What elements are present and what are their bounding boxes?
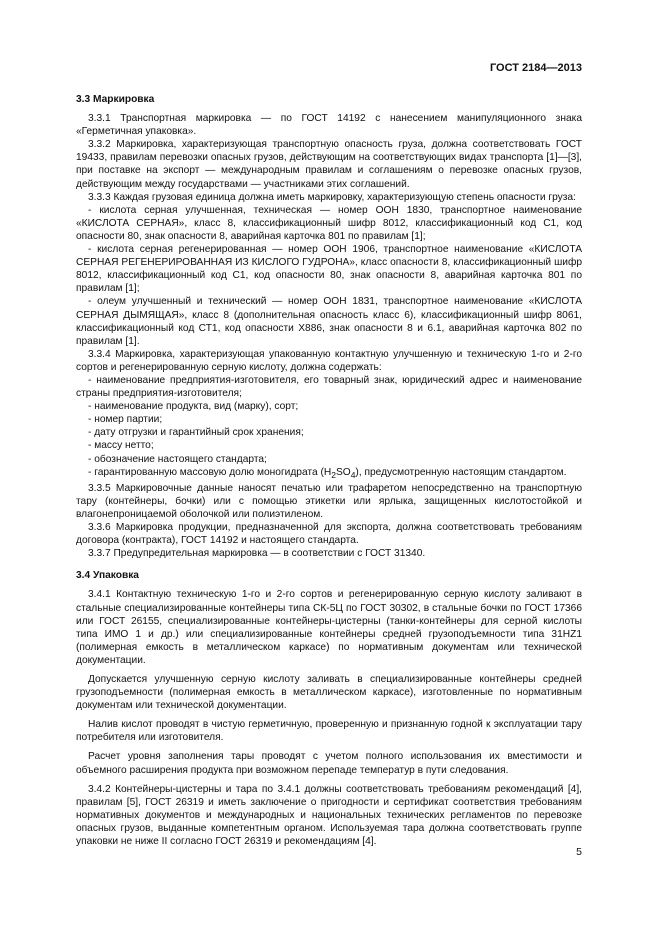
section-heading-3-4: 3.4 Упаковка <box>76 570 139 582</box>
danger-item-sulfuric-acid: - кислота серная улучшенная, техническая — номер ООН 1830, транспортное наименование «КИСЛОТА СЕРНАЯ», класс 8, классификационный шифр 8012, классификационный код С1, код опасности 80, знак опасности 8, аварийная карточка 801 по правилам [1]; <box>76 204 582 242</box>
marking-item-standard: - обозначение настоящего стандарта; <box>88 453 267 465</box>
marking-item-batch: - номер партии; <box>88 414 163 426</box>
marking-item-monohydrate <box>76 466 582 482</box>
page-body <box>76 93 582 848</box>
danger-item-regenerated-acid: - кислота серная регенерированная — номер ООН 1906, транспортное наименование «КИСЛОТА СЕРНАЯ РЕГЕНЕРИРОВАННАЯ ИЗ КИСЛОГО ГУДРОНА», класс опасности 8, классификационный шифр 8012, классификационный код С1, код опасности 80, знак опасности 8, аварийная карточка 801 по правилам [1]; <box>76 244 582 295</box>
paragraph-3-3-6: 3.3.6 Маркировка продукции, предназначенной для экспорта, должна соответствовать требованиям договора (контракта), ГОСТ 14192 и настоящего стандарта. <box>76 522 582 547</box>
monohydrate-text-start: - гарантированную массовую долю моногидрата (H <box>88 466 332 478</box>
formula-so: SO <box>335 466 351 478</box>
paragraph-3-3-2: 3.3.2 Маркировка, характеризующая транспортную опасность груза, должна соответствовать ГОСТ 19433, правилам перевозки опасных грузов, действующим на соответствующих видах транспорта [1]—[3], при поставке на экспорт — международным правилам и соглашениям о перевозке опасных грузов, действующим между государствами — участниками этих соглашений. <box>76 139 582 190</box>
document-id-header: ГОСТ 2184—2013 <box>489 62 582 74</box>
marking-item-net-mass: - массу нетто; <box>88 440 154 452</box>
paragraph-3-3-7: 3.3.7 Предупредительная маркировка — в соответствии с ГОСТ 31340. <box>88 548 426 560</box>
paragraph-3-4-1-allowed: Допускается улучшенную серную кислоту заливать в специализированные контейнеры средней грузоподъемности (полимерная емкость в металлическом каркасе), изготовленные по нормативным документам или технической документации. <box>76 673 582 712</box>
paragraph-3-4-1-calculation: Расчет уровня заполнения тары проводят с учетом полного использования их вместимости и объемного расширения продукта при возможном перепаде температур в пути следования. <box>76 751 582 776</box>
section-heading-3-3: 3.3 Маркировка <box>76 94 155 105</box>
paragraph-3-4-2: 3.4.2 Контейнеры-цистерны и тара по 3.4.1 должны соответствовать требованиям рекомендаций [4], правилам [5], ГОСТ 26319 и иметь заключение о пригодности и сертификат соответствия требованиям нормативных документов и международных и национальных технических регламентов по перевозке опасных грузов, выданные компетентным органом. Используемая тара должна соответствовать группе упаковки не ниже II согласно ГОСТ 26319 и рекомендациям [4]. <box>76 783 582 847</box>
marking-item-product: - наименование продукта, вид (марку), сорт; <box>88 401 299 413</box>
paragraph-3-3-1: 3.3.1 Транспортная маркировка — по ГОСТ 14192 с нанесением манипуляционного знака «Герметичная упаковка». <box>76 113 582 138</box>
subscript-4: 4 <box>350 469 356 480</box>
marking-item-manufacturer: - наименование предприятия-изготовителя, его товарный знак, юридический адрес и наименование страны предприятия-изготовителя; <box>76 374 582 400</box>
paragraph-3-3-3: 3.3.3 Каждая грузовая единица должна иметь маркировку, характеризующую степень опасности груза: <box>88 191 576 203</box>
paragraph-3-4-1: 3.4.1 Контактную техническую 1-го и 2-го сортов и регенерированную серную кислоту заливают в стальные специализированные контейнеры типа СК-5Ц по ГОСТ 30302, в стальные бочки по ГОСТ 17366 или ГОСТ 26155, специализированные контейнеры-цистерны (танки-контейнеры для серной кислоты типа ИМО 1 и др.) или специализированные контейнеры средней грузоподъемности типа 31HZ1 (полимерная емкость в металлическом каркасе) по нормативным документам или технической документации. <box>76 589 582 666</box>
paragraph-3-4-1-filling: Налив кислот проводят в чистую герметичную, проверенную и признанную годной к эксплуатации тару потребителя или изготовителя. <box>76 719 582 744</box>
danger-item-oleum: - олеум улучшенный и технический — номер ООН 1831, транспортное наименование «КИСЛОТА СЕРНАЯ ДЫМЯЩАЯ», класс 8 (дополнительная опасность класс 6), классификационный шифр 8061, классификационный код СТ1, код опасности Х886, знак опасности 8 и 6.1, аварийная карточка 802 по правилам [1]. <box>76 296 582 347</box>
marking-item-date: - дату отгрузки и гарантийный срок хранения; <box>88 427 304 439</box>
monohydrate-text-end: ), предусмотренную настоящим стандартом. <box>355 466 567 478</box>
page-number: 5 <box>576 846 582 858</box>
subscript-2: 2 <box>331 469 336 480</box>
paragraph-3-3-4: 3.3.4 Маркировка, характеризующая упакованную контактную улучшенную и техническую 1-го и 2-го сортов и регенерированную серную кислоту, должна содержать: <box>76 348 582 373</box>
paragraph-3-3-5: 3.3.5 Маркировочные данные наносят печатью или трафаретом непосредственно на транспортную тару (контейнеры, бочки) или с помощью этикетки или ярлыка, защищенных кислотостойкой и влагонепроницаемой оболочкой или полиэтиленом. <box>76 482 582 520</box>
